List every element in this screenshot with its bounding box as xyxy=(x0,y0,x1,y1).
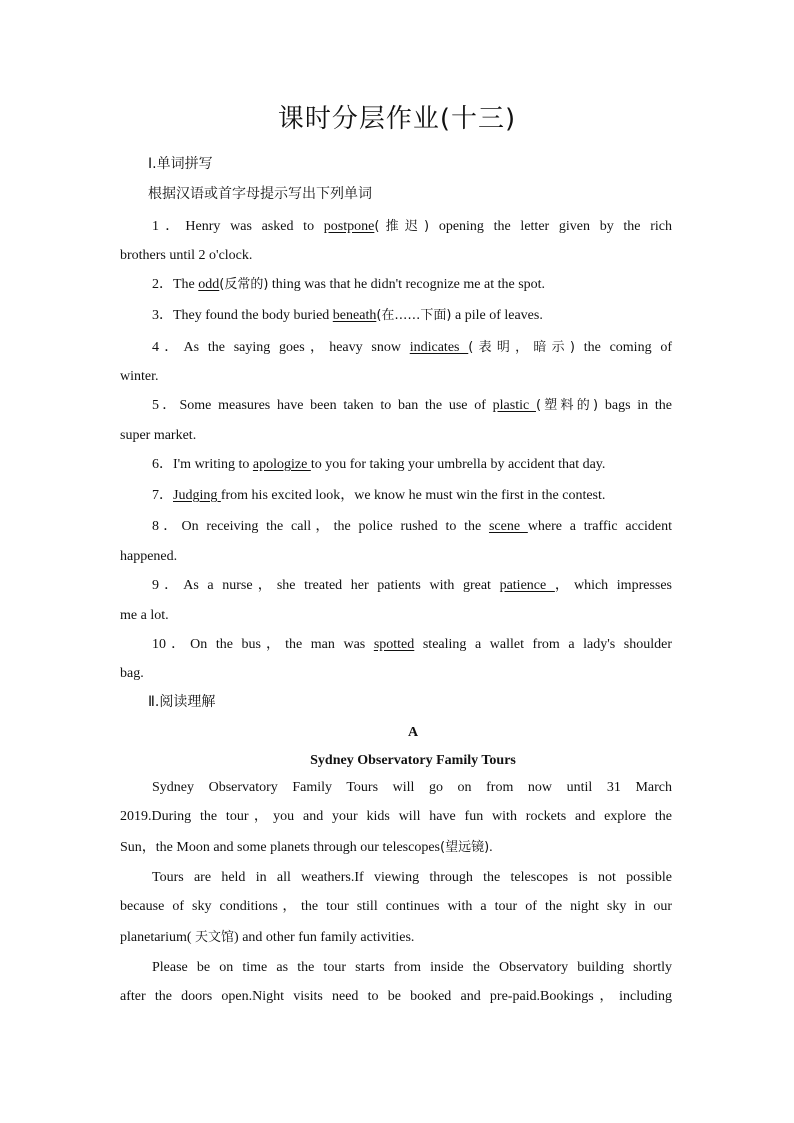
item-hint: (塑料的) xyxy=(535,398,599,413)
passage-label: A xyxy=(407,725,419,740)
item-text: As the saying goes，heavy snow xyxy=(183,340,410,355)
item-answer: plastic xyxy=(492,398,536,413)
spelling-item-1 xyxy=(152,218,672,236)
paragraph-text: ) and other fun family activities. xyxy=(234,930,415,945)
page-title: 课时分层作业(十三) xyxy=(277,104,517,134)
item-text: Henry was asked to xyxy=(185,219,324,234)
paragraph-text: Sun，the Moon and some planets through our telescopes xyxy=(120,840,441,855)
section-instruction: 根据汉语或首字母提示写出下列单词 xyxy=(148,186,372,202)
item-answer: odd xyxy=(198,277,220,292)
spelling-item-2 xyxy=(152,276,672,294)
item-text: ，which impresses xyxy=(554,578,673,593)
spelling-item-3 xyxy=(152,307,672,325)
item-text: opening the letter given by the rich xyxy=(429,219,672,234)
paragraph-2-line-2: because of sky conditions，the tour still continues with a tour of the night sky in our xyxy=(120,899,672,914)
item-number: 6． xyxy=(152,457,173,472)
item-text: I'm writing to xyxy=(173,457,253,472)
item-text: On the bus，the man was xyxy=(190,637,374,652)
item-number: 4． xyxy=(152,340,184,355)
item-hint: (反常的) xyxy=(219,277,269,292)
item-number: 10． xyxy=(152,637,191,652)
item-answer: apologize xyxy=(252,457,311,472)
spelling-item-5-cont: super market. xyxy=(120,428,197,443)
item-answer: scene xyxy=(488,519,528,534)
item-text: bags in the xyxy=(598,398,673,413)
spelling-item-10 xyxy=(152,636,672,654)
spelling-item-5 xyxy=(152,397,672,415)
item-answer: patience xyxy=(499,578,555,593)
paragraph-2-line-3 xyxy=(120,929,672,947)
item-text: They found the body buried xyxy=(173,308,333,323)
item-text: Some measures have been taken to ban the use of xyxy=(179,398,493,413)
item-number: 5． xyxy=(152,398,180,413)
paragraph-gloss: 天文馆 xyxy=(195,930,235,945)
paragraph-1-line-2: 2019.During the tour，you and your kids will have fun with rockets and explore the xyxy=(120,809,672,824)
paragraph-text: . xyxy=(489,840,493,855)
item-answer: postpone xyxy=(323,219,375,234)
paragraph-1-line-1: Sydney Observatory Family Tours will go on from now until 31 March xyxy=(152,780,672,795)
spelling-item-10-cont: bag. xyxy=(120,666,144,681)
paragraph-2-line-1: Tours are held in all weathers.If viewing through the telescopes is not possible xyxy=(152,870,672,885)
passage-title: Sydney Observatory Family Tours xyxy=(310,753,516,768)
item-answer: spotted xyxy=(373,637,415,652)
item-text: a pile of leaves. xyxy=(451,308,543,323)
item-text: the coming of xyxy=(574,340,672,355)
item-text: to you for taking your umbrella by accident that day. xyxy=(310,457,606,472)
item-text: where a traffic accident xyxy=(527,519,673,534)
item-text: from his excited look，we know he must win the first in the contest. xyxy=(220,488,606,503)
item-answer: Judging xyxy=(173,488,221,503)
spelling-item-7 xyxy=(152,487,672,505)
item-number: 9． xyxy=(152,578,184,593)
item-text: thing was that he didn't recognize me at the spot. xyxy=(268,277,546,292)
spelling-item-9 xyxy=(152,577,672,595)
spelling-item-6 xyxy=(152,456,672,474)
item-number: 1． xyxy=(152,219,186,234)
item-number: 2． xyxy=(152,277,173,292)
section-heading-spelling: Ⅰ.单词拼写 xyxy=(148,156,213,172)
item-answer: beneath xyxy=(332,308,377,323)
item-hint: (推迟) xyxy=(374,219,430,234)
item-answer: indicates xyxy=(409,340,469,355)
item-number: 3． xyxy=(152,308,173,323)
item-number: 7． xyxy=(152,488,173,503)
paragraph-3-line-2: after the doors open.Night visits need to be booked and pre-paid.Bookings，including xyxy=(120,989,672,1004)
paragraph-3-line-1: Please be on time as the tour starts from inside the Observatory building shortly xyxy=(152,960,672,975)
item-number: 8． xyxy=(152,519,182,534)
item-text: The xyxy=(173,277,199,292)
section-heading-reading: Ⅱ.阅读理解 xyxy=(148,694,216,710)
spelling-item-8 xyxy=(152,518,672,536)
paragraph-text: planetarium( xyxy=(120,930,196,945)
item-hint: (表明，暗示) xyxy=(468,340,575,355)
item-hint: (在……下面) xyxy=(376,308,452,323)
item-text: On receiving the call，the police rushed to the xyxy=(181,519,489,534)
item-text: stealing a wallet from a lady's shoulder xyxy=(414,637,672,652)
paragraph-1-line-3 xyxy=(120,839,672,857)
paragraph-gloss: (望远镜) xyxy=(440,840,490,855)
spelling-item-8-cont: happened. xyxy=(120,549,178,564)
spelling-item-4-cont: winter. xyxy=(120,369,159,384)
item-text: As a nurse，she treated her patients with great xyxy=(183,578,500,593)
spelling-item-1-cont: brothers until 2 o'clock. xyxy=(120,248,253,263)
spelling-item-4 xyxy=(152,339,672,357)
spelling-item-9-cont: me a lot. xyxy=(120,608,169,623)
